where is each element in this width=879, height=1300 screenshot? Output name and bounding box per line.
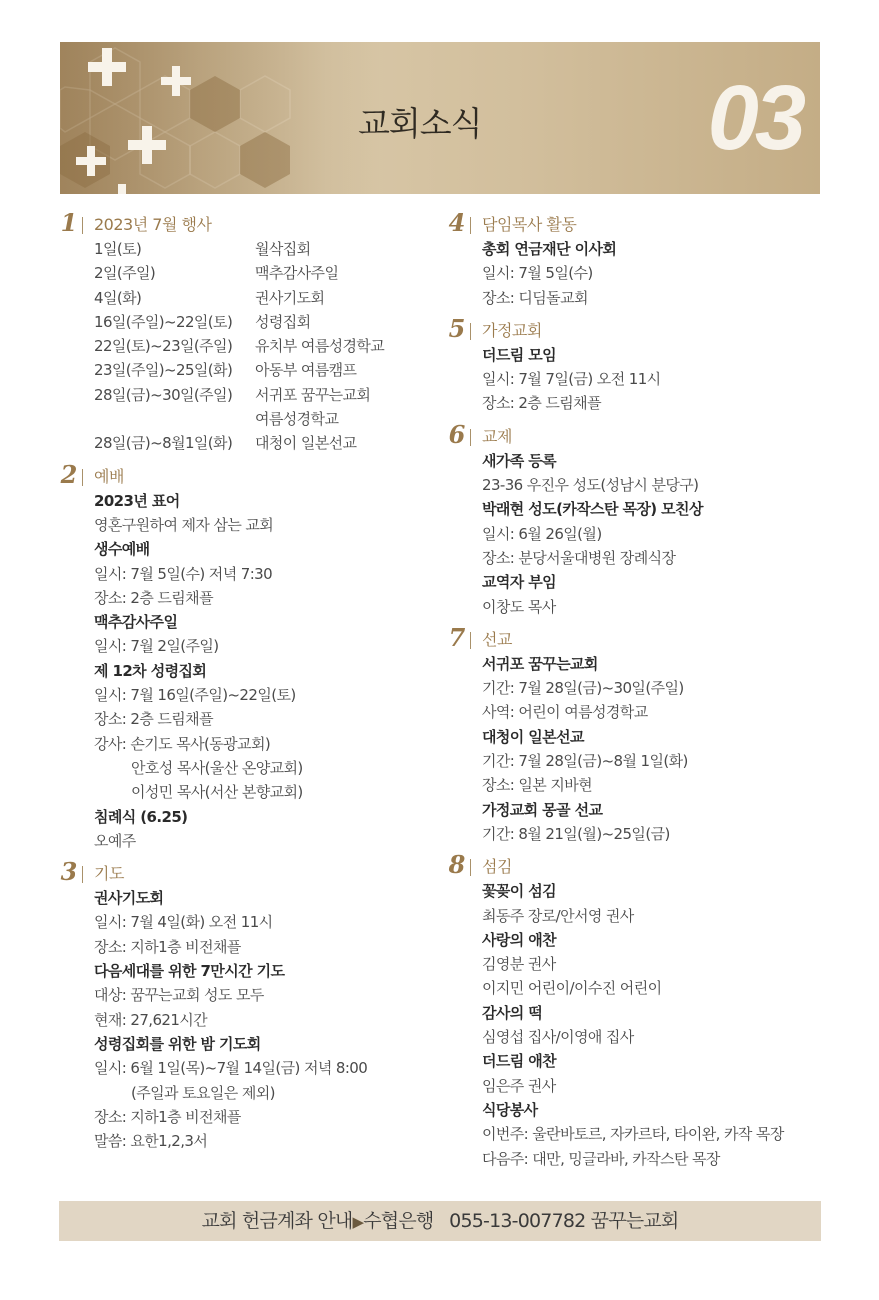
event-row [94,310,428,334]
item-text: 장소: 지하1층 비전채플 [94,937,241,956]
section-events [58,208,428,456]
bank-name: 수협은행 [363,1210,434,1232]
event-date: 23일(주일)~25일(화) [94,361,233,380]
event-date: 28일(금)~30일(주일) [94,385,233,404]
event-row [94,237,428,261]
section-lines [482,652,826,846]
section-divider [470,632,471,649]
item-heading: 더드림 모임 [482,345,557,364]
item-heading: 생수예배 [94,540,150,559]
item-heading: 권사기도회 [94,889,164,908]
item-heading: 서귀포 꿈꾸는교회 [482,654,598,673]
page-number: 03 [707,67,802,169]
event-name: 월삭집회 [255,240,311,258]
event-name: 맥추감사주일 [255,264,339,283]
item-text: 다음주: 대만, 밍글라바, 카작스탄 목장 [482,1149,720,1168]
event-row [94,407,428,431]
item-text: 현재: 27,621시간 [94,1010,208,1029]
section-title: 가정교회 [482,320,542,340]
item-text: 장소: 일본 지바현 [482,776,593,795]
item-text: 일시: 7월 5일(수) [482,264,593,283]
item-text: 23-36 우진우 성도(성남시 분당구) [482,476,699,495]
event-date: 16일(주일)~22일(토) [94,312,233,331]
section-number: 7 [448,622,466,652]
item-text: 심영섭 집사/이영애 집사 [482,1028,634,1047]
event-row [94,383,428,407]
event-date: 28일(금)~8월1일(화) [94,434,233,453]
section-header [60,857,428,887]
account-number: 055-13-007782 꿈꾸는교회 [449,1210,679,1232]
item-text: 기간: 8월 21일(월)~25일(금) [482,824,670,843]
item-text: 일시: 6월 26일(월) [482,524,602,543]
item-text: 대상: 꿈꾸는교회 성도 모두 [94,986,264,1005]
item-text: 사역: 어린이 여름성경학교 [482,703,648,722]
section-header [448,419,826,449]
section-lines [94,886,428,1153]
item-text: 장소: 2층 드림채플 [482,394,601,413]
section-divider [82,469,83,486]
item-heading: 맥추감사주일 [94,613,178,632]
item-heading: 식당봉사 [482,1100,538,1119]
section-number: 5 [448,313,466,343]
item-text: 일시: 7월 5일(수) 저녁 7:30 [94,564,273,583]
footer-label: 교회 헌금계좌 안내 [201,1210,353,1232]
item-text: 장소: 2층 드림채플 [94,588,213,607]
section-number: 6 [448,419,466,449]
hexagon-cross-decoration [60,42,380,194]
item-text: 안호성 목사(울산 온양교회) [131,758,303,777]
item-text: 이번주: 울란바토르, 자카르타, 타이완, 카작 목장 [482,1125,784,1144]
item-text: 이성민 목사(서산 본향교회) [131,783,303,802]
item-text: 말씀: 요한1,2,3서 [94,1132,208,1151]
event-row [94,358,428,382]
event-date: 2일(주일) [94,264,156,283]
item-text: 김영분 권사 [482,955,556,974]
item-text: (주일과 토요일은 제외) [131,1083,275,1102]
item-text: 임은주 권사 [482,1076,556,1095]
item-text: 영혼구원하여 제자 삼는 교회 [94,515,274,534]
item-heading: 꽃꽂이 섬김 [482,882,557,901]
section-number: 3 [60,857,78,887]
event-name: 서귀포 꿈꾸는교회 [255,385,371,404]
section-lines [482,449,826,619]
item-text: 이지민 어린이/이수진 어린이 [482,979,662,998]
section-number: 1 [60,208,78,237]
section-mission [446,622,826,846]
section-header [60,208,428,237]
section-lines [482,879,826,1171]
section-divider [470,217,471,234]
section-title: 2023년 7월 행사 [94,215,212,234]
event-row [94,431,428,455]
section-divider [470,323,471,340]
section-divider [470,429,471,446]
section-lines [482,237,826,310]
item-text: 장소: 2층 드림채플 [94,710,213,729]
section-header [448,850,826,880]
section-fellowship [446,419,826,619]
right-column [446,208,826,1179]
section-title: 선교 [482,629,512,649]
section-header [448,208,826,237]
section-lines [482,343,826,416]
section-prayer [58,857,428,1153]
left-column [58,208,428,1161]
event-row [94,286,428,310]
item-heading: 침례식 (6.25) [94,807,188,826]
section-number: 8 [448,850,466,880]
section-worship [58,459,428,853]
item-text: 최동주 장로/안서영 권사 [482,906,634,925]
section-number: 4 [448,208,466,237]
item-heading: 새가족 등록 [482,451,557,470]
item-heading: 박래현 성도(카작스탄 목장) 모친상 [482,500,703,519]
offering-account-banner [59,1201,821,1241]
event-name: 아동부 여름캠프 [255,361,357,380]
item-text: 장소: 지하1층 비전채플 [94,1107,241,1126]
item-text: 장소: 디딤돌교회 [482,288,588,307]
section-divider [470,859,471,876]
item-text: 일시: 7월 7일(금) 오전 11시 [482,370,661,389]
section-title: 담임목사 활동 [482,215,577,234]
section-service [446,850,826,1171]
item-text: 일시: 6월 1일(목)~7월 14일(금) 저녁 8:00 [94,1059,368,1078]
section-header [448,313,826,343]
item-text: 기간: 7월 28일(금)~30일(주일) [482,679,684,698]
item-text: 오예주 [94,831,136,850]
item-text: 강사: 손기도 목사(동광교회) [94,734,271,753]
event-name: 성령집회 [255,312,311,331]
item-heading: 가정교회 몽골 선교 [482,800,603,819]
section-number: 2 [60,459,78,489]
event-name: 권사기도회 [255,288,325,307]
item-text: 일시: 7월 16일(주일)~22일(토) [94,686,296,705]
event-row [94,261,428,285]
section-header [60,459,428,489]
item-heading: 더드림 애찬 [482,1052,557,1071]
header-banner [60,42,820,194]
event-date: 4일(화) [94,288,142,307]
item-heading: 2023년 표어 [94,491,180,510]
section-title: 기도 [94,864,124,884]
triangle-arrow-icon: ▶ [352,1213,364,1231]
item-heading: 감사의 떡 [482,1003,543,1022]
event-row [94,334,428,358]
item-text: 장소: 분당서울대병원 장례식장 [482,548,676,567]
event-name: 여름성경학교 [255,410,339,429]
section-pastor-activity [446,208,826,310]
item-heading: 사랑의 애찬 [482,930,557,949]
item-text: 기간: 7월 28일(금)~8월 1일(화) [482,752,688,771]
section-header [448,622,826,652]
item-heading: 대청이 일본선교 [482,727,584,746]
section-divider [82,217,83,234]
page-title: 교회소식 [358,104,482,143]
section-title: 교제 [482,426,512,446]
item-heading: 총회 연금재단 이사회 [482,240,617,258]
section-title: 섬김 [482,857,512,877]
item-text: 일시: 7월 2일(주일) [94,637,219,656]
event-name: 유치부 여름성경학교 [255,337,385,356]
section-title: 예배 [94,466,124,486]
event-name: 대청이 일본선교 [255,434,357,453]
section-house-church [446,313,826,416]
item-text: 일시: 7월 4일(화) 오전 11시 [94,913,273,932]
section-lines [94,489,428,853]
event-list [94,237,428,456]
item-text: 이창도 목사 [482,597,556,616]
item-heading: 제 12차 성령집회 [94,661,207,680]
event-date [94,407,255,431]
item-heading: 성령집회를 위한 밤 기도회 [94,1034,261,1053]
event-date: 1일(토) [94,240,142,258]
event-date: 22일(토)~23일(주일) [94,337,233,356]
item-heading: 교역자 부임 [482,573,557,592]
section-divider [82,866,83,883]
item-heading: 다음세대를 위한 7만시간 기도 [94,962,285,981]
